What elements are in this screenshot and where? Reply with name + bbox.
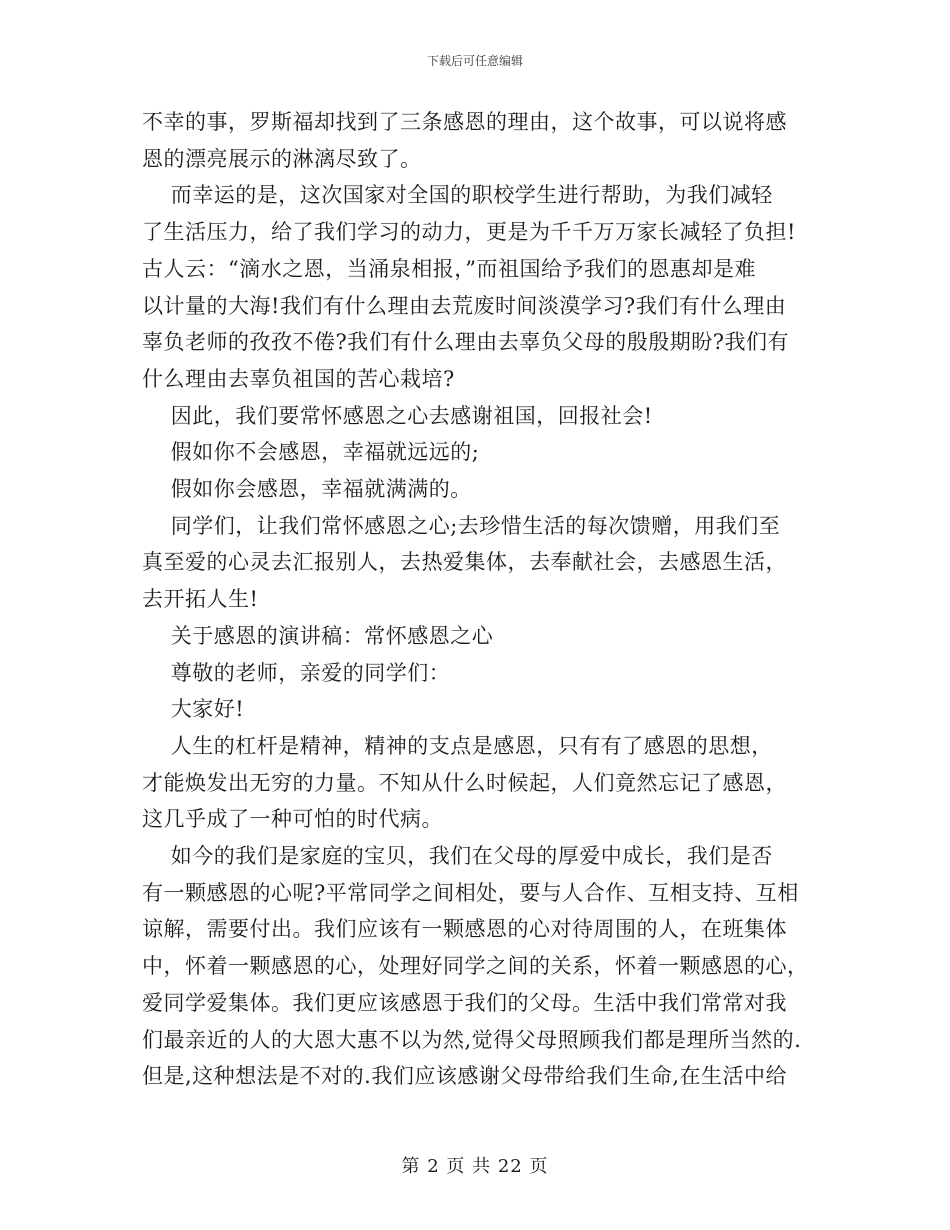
text-line: 但是,这种想法是不对的.我们应该感谢父母带给我们生命,在生活中给 bbox=[142, 1064, 788, 1089]
text-line: 去开拓人生! bbox=[142, 587, 259, 612]
text-line: 真至爱的心灵去汇报别人，去热爱集体，去奉献社会，去感恩生活， bbox=[142, 550, 787, 575]
text-line: 爱同学爱集体。我们更应该感恩于我们的父母。生活中我们常常对我 bbox=[142, 990, 787, 1015]
text-line: 尊敬的老师，亲爱的同学们： bbox=[142, 660, 451, 685]
text-line: 关于感恩的演讲稿：常怀感恩之心 bbox=[142, 623, 494, 648]
text-line: 以计量的大海!我们有什么理由去荒废时间淡漠学习?我们有什么理由 bbox=[142, 293, 787, 318]
text-line: 不幸的事，罗斯福却找到了三条感恩的理由，这个故事，可以说将感 bbox=[142, 110, 787, 134]
page-number-footer: 第 2 页 共 22 页 bbox=[401, 1156, 549, 1177]
text-line: 了生活压力，给了我们学习的动力，更是为千千万万家长减轻了负担! bbox=[142, 220, 796, 245]
text-line: 这几乎成了一种可怕的时代病。 bbox=[142, 807, 443, 832]
text-line: 同学们，让我们常怀感恩之心;去珍惜生活的每次馈赠，用我们至 bbox=[142, 513, 781, 538]
text-line: 古人云：“滴水之恩，当涌泉相报，”而祖国给予我们的恩惠却是难 bbox=[142, 256, 756, 281]
text-line: 大家好! bbox=[142, 697, 245, 722]
text-line: 们最亲近的人的大恩大惠不以为然,觉得父母照顾我们都是理所当然的. bbox=[142, 1027, 802, 1052]
text-line: 假如你会感恩，幸福就满满的。 bbox=[142, 477, 472, 502]
text-line: 如今的我们是家庭的宝贝，我们在父母的厚爱中成长，我们是否 bbox=[142, 844, 773, 869]
text-line: 辜负老师的孜孜不倦?我们有什么理由去辜负父母的殷殷期盼?我们有 bbox=[142, 330, 790, 355]
text-line: 人生的杠杆是精神，精神的支点是感恩，只有有了感恩的思想， bbox=[142, 733, 773, 758]
text-line: 什么理由去辜负祖国的苦心栽培? bbox=[142, 366, 455, 391]
text-line: 而幸运的是，这次国家对全国的职校学生进行帮助，为我们减轻 bbox=[142, 183, 773, 208]
text-line: 才能焕发出无穷的力量。不知从什么时候起，人们竟然忘记了感恩， bbox=[142, 770, 787, 795]
text-line: 中，怀着一颗感恩的心，处理好同学之间的关系，怀着一颗感恩的心， bbox=[142, 954, 809, 979]
text-line: 恩的漂亮展示的淋漓尽致了。 bbox=[142, 146, 422, 171]
document-body bbox=[142, 104, 812, 1095]
text-line: 因此，我们要常怀感恩之心去感谢祖国，回报社会! bbox=[142, 403, 653, 428]
text-line: 有一颗感恩的心呢?平常同学之间相处，要与人合作、互相支持、互相 bbox=[142, 880, 799, 905]
text-line: 假如你不会感恩，幸福就远远的; bbox=[142, 440, 480, 465]
page-header: 下载后可任意编辑 bbox=[426, 54, 523, 68]
text-line: 谅解，需要付出。我们应该有一颗感恩的心对待周围的人，在班集体 bbox=[142, 917, 787, 942]
